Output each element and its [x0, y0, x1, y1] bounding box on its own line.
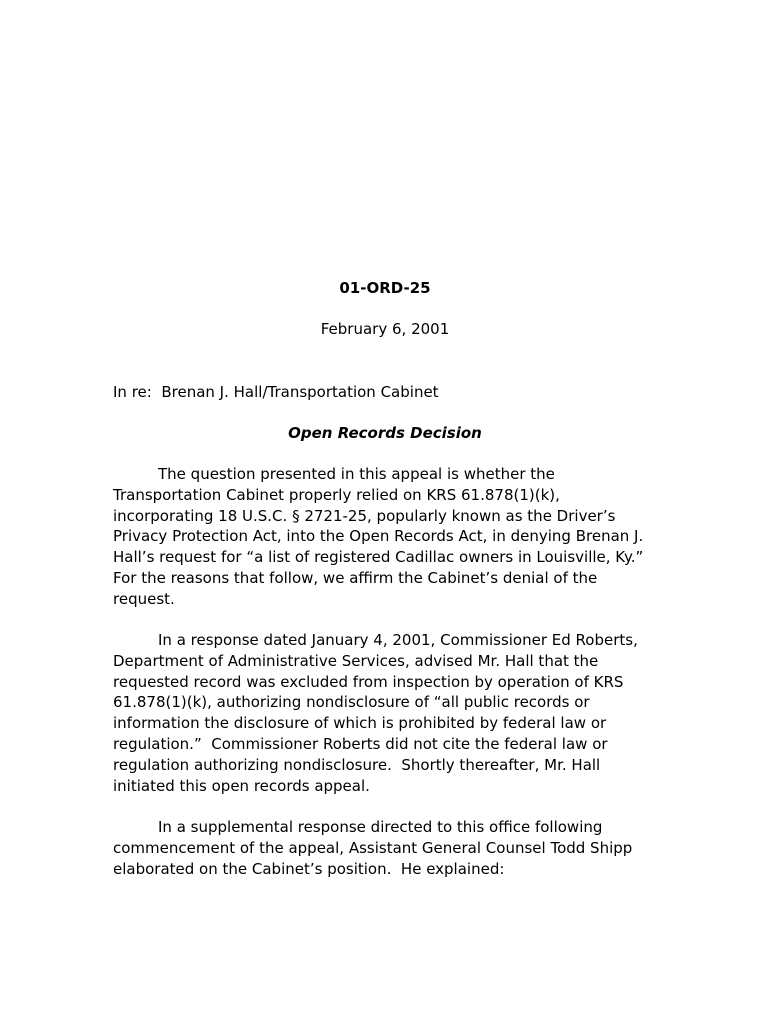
- paragraph-line: regulation authorizing nondisclosure. Shortly thereafter, Mr. Hall: [113, 755, 601, 774]
- paragraph-line: commencement of the appeal, Assistant General Counsel Todd Shipp: [113, 838, 633, 857]
- paragraph-line: In a supplemental response directed to this office following: [158, 818, 603, 836]
- paragraph-line: Department of Administrative Services, advised Mr. Hall that the: [113, 651, 599, 670]
- paragraph-line: The question presented in this appeal is whether the: [158, 465, 555, 483]
- document-date: February 6, 2001: [320, 320, 450, 338]
- paragraph-line: Privacy Protection Act, into the Open Records Act, in denying Brenan J.: [113, 527, 644, 546]
- document-id: 01-ORD-25: [339, 279, 431, 297]
- paragraph-line: request.: [113, 589, 175, 608]
- paragraph-line: incorporating 18 U.S.C. § 2721-25, popularly known as the Driver’s: [113, 506, 616, 525]
- paragraph-line: 61.878(1)(k), authorizing nondisclosure of “all public records or: [113, 693, 590, 712]
- paragraph-line: Hall’s request for “a list of registered Cadillac owners in Louisville, Ky.”: [113, 548, 644, 567]
- paragraph-2: [113, 630, 658, 796]
- paragraph-line: In a response dated January 4, 2001, Commissioner Ed Roberts,: [158, 631, 638, 649]
- in-re-line: In re: Brenan J. Hall/Transportation Cabinet: [113, 383, 439, 401]
- paragraph-line: regulation.” Commissioner Roberts did not cite the federal law or: [113, 734, 608, 753]
- paragraph-line: For the reasons that follow, we affirm the Cabinet’s denial of the: [113, 568, 598, 587]
- paragraph-line: initiated this open records appeal.: [113, 776, 370, 795]
- paragraph-1: [113, 464, 658, 610]
- paragraph-line: information the disclosure of which is prohibited by federal law or: [113, 714, 607, 733]
- paragraph-3: [113, 817, 658, 879]
- paragraph-line: elaborated on the Cabinet’s position. He explained:: [113, 859, 505, 878]
- decision-title: Open Records Decision: [288, 424, 482, 442]
- paragraph-line: Transportation Cabinet properly relied on KRS 61.878(1)(k),: [113, 485, 560, 504]
- paragraph-line: requested record was excluded from inspection by operation of KRS: [113, 672, 624, 691]
